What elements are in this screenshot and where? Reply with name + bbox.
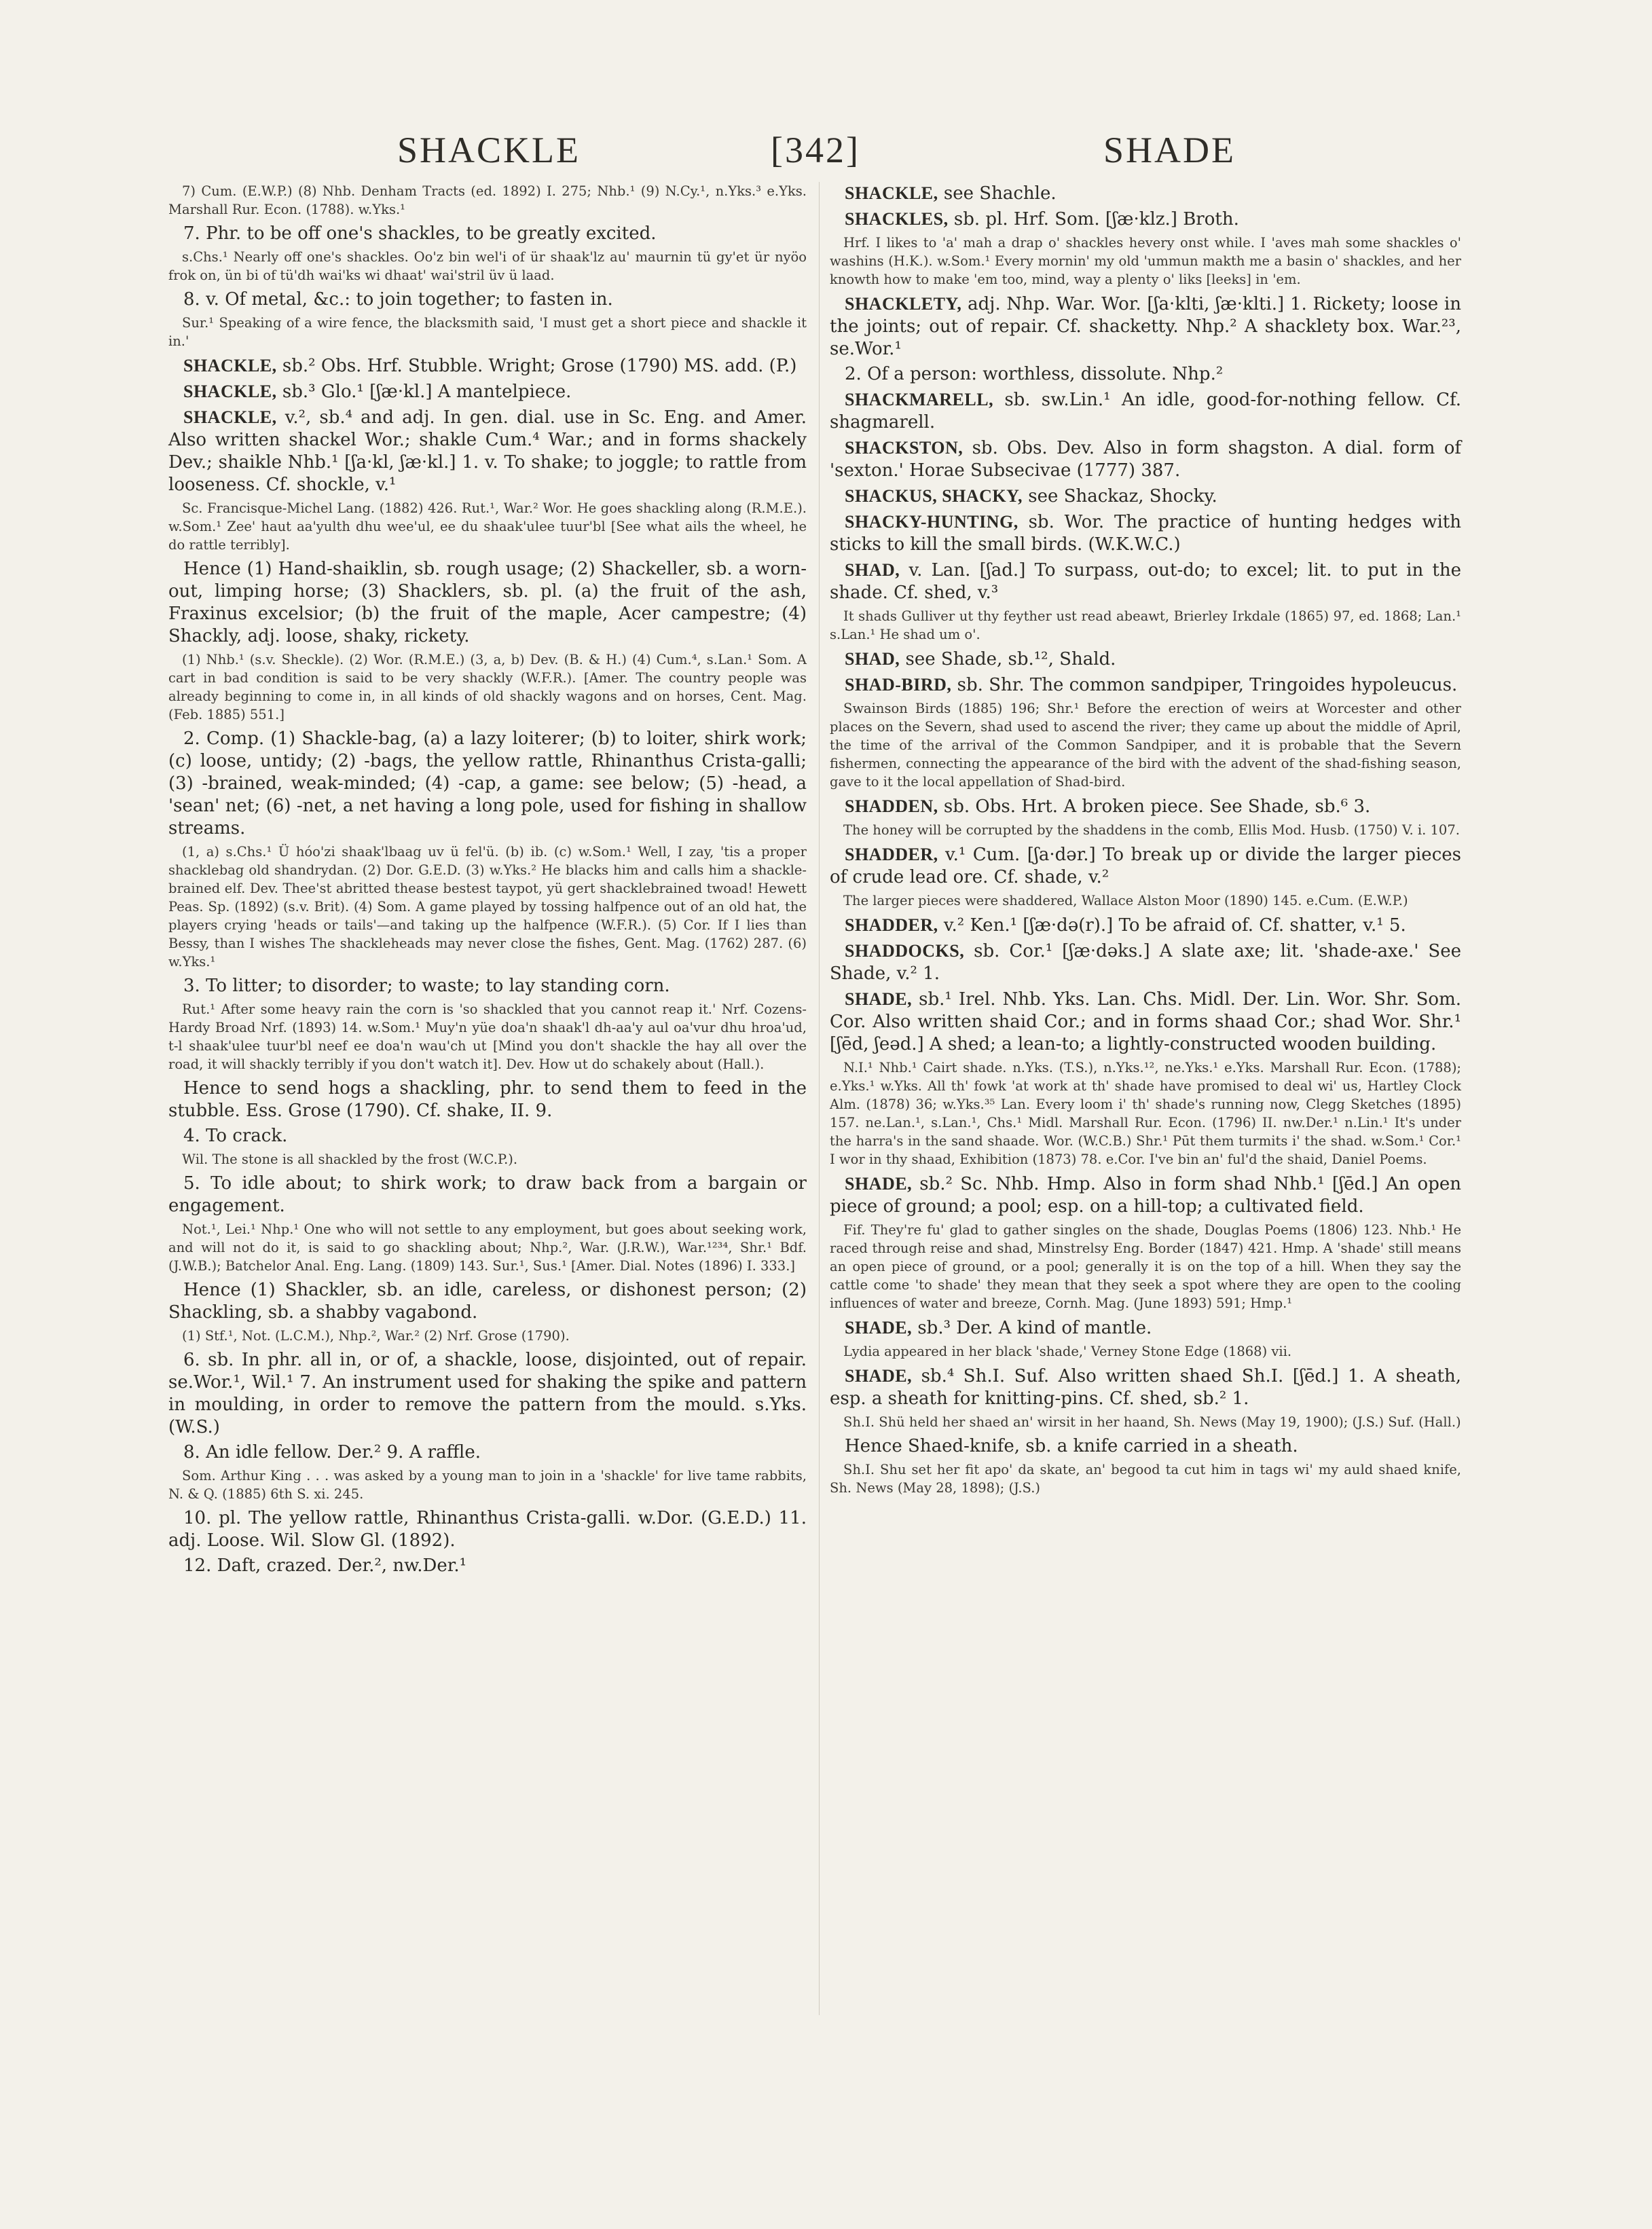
entry-text: 4. To crack. <box>183 1126 288 1146</box>
page-header <box>166 129 1456 177</box>
dictionary-entry <box>830 559 1461 604</box>
entry-text: Fif. They're fu' glad to gather singles on the shade, Douglas Poems (1806) 123. Nhb.¹ He raced through reise and shad, Minstrelsy Eng. Border (1847) 421. Hmp. A 'shade' still means an open piece of ground, or a pool; generally it is on the top of a hill. When they say the cattle come 'to shade' they mean that they seek a spot where they are open to the cooling influences of water and breeze, Cornh. Mag. (June 1893) 591; Hmp.¹ <box>830 1222 1461 1311</box>
headword: SHAD-BIRD, <box>845 675 952 695</box>
headword: SHADE, <box>845 1318 913 1338</box>
citation-block <box>168 182 807 219</box>
dictionary-entry <box>168 1173 807 1217</box>
dictionary-entry <box>168 289 807 311</box>
citation-block <box>168 1467 807 1503</box>
dictionary-entry <box>830 940 1461 985</box>
citation-block <box>168 499 807 554</box>
citation-block <box>830 1413 1461 1431</box>
dictionary-entry <box>830 1173 1461 1218</box>
entry-text: sb.³ Der. A kind of mantle. <box>912 1318 1152 1338</box>
citation-block <box>168 1327 807 1345</box>
running-head-right: SHADE <box>1103 130 1236 170</box>
headword: SHACKLE, <box>183 407 277 427</box>
entry-text: 7. Phr. to be off one's shackles, to be greatly excited. <box>183 223 657 244</box>
citation-block <box>168 314 807 350</box>
entry-text: Hence (1) Shackler, sb. an idle, careless, or dishonest person; (2) Shackling, sb. a shabby vagabond. <box>168 1280 807 1323</box>
citation-block <box>830 1342 1461 1361</box>
dictionary-entry <box>830 293 1461 361</box>
entry-text: Hence (1) Hand-shaiklin, sb. rough usage; (2) Shackeller, sb. a worn-out, limping horse; (3) Shacklers, sb. pl. (a) the fruit of the ash, Fraxinus excelsior; (b) the fruit of the maple, Acer campestre; (4) Shackly, adj. loose, shaky, rickety. <box>168 559 807 646</box>
dictionary-entry <box>830 988 1461 1056</box>
entry-text: 3. To litter; to disorder; to waste; to lay standing corn. <box>183 976 670 996</box>
entry-text: sb.³ Glo.¹ [ʃæ·kl.] A mantelpiece. <box>276 382 572 402</box>
headword: SHADDER, <box>845 845 938 864</box>
entry-text: (1) Stf.¹, Not. (L.C.M.), Nhp.², War.² (2) Nrf. Grose (1790). <box>182 1328 570 1344</box>
entry-text: 8. v. Of metal, &c.: to join together; to fasten in. <box>183 289 613 310</box>
entry-text: sb. Cor.¹ [ʃæ·dəks.] A slate axe; lit. 'shade-axe.' See Shade, v.² 1. <box>830 941 1461 984</box>
entry-text: N.I.¹ Nhb.¹ Cairt shade. n.Yks. (T.S.), n.Yks.¹², ne.Yks.¹ e.Yks. Marshall Rur. Econ. (1788); e.Yks.¹ w.Yks. All th' fowk 'at work at th' shade have promised to deal wi' us, Hartley Clock Alm. (1878) 36; w.Yks.³⁵ Lan. Every loom i' th' shade's running now, Clegg Sketches (1895) 157. ne.Lan.¹, s.Lan.¹, Chs.¹ Midl. Marshall Rur. Econ. (1796) II. nw.Der.¹ n.Lin.¹ It's under the harra's in the sand shaade. Wor. (W.C.B.) Shr.¹ Pūt them turmits i' the shad. w.Som.¹ Cor.¹ I wor in thy shaad, Exhibition (1873) 78. e.Cor. I've bin an' ful'd the shaid, Daniel Poems. <box>830 1060 1461 1167</box>
page-number: [342] <box>771 130 860 170</box>
citation-block <box>168 248 807 284</box>
citation-block <box>830 821 1461 839</box>
dictionary-entry <box>830 648 1461 671</box>
headword: SHADE, <box>845 989 913 1009</box>
dictionary-entry <box>168 975 807 997</box>
entry-text: sb. pl. Hrf. Som. [ʃæ·klz.] Broth. <box>948 209 1239 229</box>
entry-text: (1) Nhb.¹ (s.v. Sheckle). (2) Wor. (R.M.E.) (3, a, b) Dev. (B. & H.) (4) Cum.⁴, s.Lan.¹ Som. A cart in bad condition is said to be very shackly (W.F.R.). [Amer. The country people was already beginning to come in, in all kinds of old shackly wagons and on horses, Cent. Mag. (Feb. 1885) 551.] <box>168 652 807 722</box>
dictionary-entry <box>830 388 1461 434</box>
headword: SHAD, <box>845 649 900 669</box>
entry-text: 12. Daft, crazed. Der.², nw.Der.¹ <box>183 1555 467 1576</box>
dictionary-entry <box>168 1441 807 1464</box>
citation-block <box>830 699 1461 791</box>
entry-text: Rut.¹ After some heavy rain the corn is 'so shackled that you cannot reap it.' Nrf. Cozens-Hardy Broad Nrf. (1893) 14. w.Som.¹ Muy'n yüe doa'n shaak'l dh-aa'y aul oa'vur dhu hroa'ud, t-l shaak'ulee tuur'bl neef ee doa'n wau'ch ut [Mind you don't shackle the hay all over the road, it will shackly terribly if you don't watch it]. Dev. How ut do schakely about (Hall.). <box>168 1001 807 1072</box>
headword: SHACKUS, SHACKY, <box>845 486 1023 506</box>
dictionary-entry <box>830 182 1461 205</box>
headword: SHACKMARELL, <box>845 390 994 409</box>
dictionary-entry <box>830 437 1461 482</box>
headword: SHADE, <box>845 1366 913 1386</box>
headword: SHACKLES, <box>845 209 949 229</box>
entry-text: 5. To idle about; to shirk work; to draw back from a bargain or engagement. <box>168 1173 807 1216</box>
entry-text: adj. Nhp. War. Wor. [ʃa·klti, ʃæ·klti.] 1. Rickety; loose in the joints; out of repair. Cf. shacketty. Nhp.² A shacklety box. War.²³, se.Wor.¹ <box>830 294 1461 359</box>
citation-block <box>830 607 1461 644</box>
entry-text: It shads Gulliver ut thy feyther ust read abeawt, Brierley Irkdale (1865) 97, ed. 1868; Lan.¹ s.Lan.¹ He shad um o'. <box>830 608 1461 642</box>
entry-text: sb. Obs. Dev. Also in form shagston. A dial. form of 'sexton.' Horae Subsecivae (1777) 387. <box>830 438 1461 481</box>
dictionary-entry <box>168 1125 807 1147</box>
headword: SHACKLE, <box>845 183 938 203</box>
citation-block <box>830 234 1461 289</box>
entry-text: Sur.¹ Speaking of a wire fence, the blacksmith said, 'I must get a short piece and shackle it in.' <box>168 315 807 349</box>
entry-text: Sh.I. Shu set her fit apo' da skate, an' begood ta cut him in tags wi' my auld shaed knife, Sh. News (May 28, 1898); (J.S.) <box>830 1462 1461 1496</box>
entry-text: Hence Shaed-knife, sb. a knife carried in a sheath. <box>845 1436 1298 1456</box>
entry-text: Som. Arthur King . . . was asked by a young man to join in a 'shackle' for live tame rabbits, N. & Q. (1885) 6th S. xi. 245. <box>168 1468 807 1502</box>
entry-text: sb. Shr. The common sandpiper, Tringoides hypoleucus. <box>951 675 1458 695</box>
dictionary-entry <box>168 406 807 496</box>
dictionary-entry <box>168 380 807 403</box>
dictionary-entry <box>830 795 1461 818</box>
entry-text: Swainson Birds (1885) 196; Shr.¹ Before the erection of weirs at Worcester and other places on the Severn, shad used to ascend the river; they came up about the middle of April, the time of the arrival of the Common Sandpiper, and it is probable that the Severn fishermen, connecting the appearance of the bird with the advent of the shad-fishing season, gave to it the local appellation of Shad-bird. <box>830 701 1461 790</box>
entry-text: Lydia appeared in her black 'shade,' Verney Stone Edge (1868) vii. <box>843 1344 1292 1359</box>
entry-text: sb. Obs. Hrt. A broken piece. See Shade, sb.⁶ 3. <box>938 796 1371 817</box>
entry-text: Not.¹, Lei.¹ Nhp.¹ One who will not settle to any employment, but goes about seeking work, and will not do it, is said to go shackling about; Nhp.², War. (J.R.W.), War.¹²³⁴, Shr.¹ Bdf. (J.W.B.); Batchelor Anal. Eng. Lang. (1809) 143. Sur.¹, Sus.¹ [Amer. Dial. Notes (1896) I. 333.] <box>168 1221 807 1274</box>
entry-text: 10. pl. The yellow rattle, Rhinanthus Crista-galli. w.Dor. (G.E.D.) 11. adj. Loose. Wil. Slow Gl. (1892). <box>168 1508 807 1551</box>
entry-text: 2. Comp. (1) Shackle-bag, (a) a lazy loiterer; (b) to loiter, shirk work; (c) loose, untidy; (2) -bags, the yellow rattle, Rhinanthus Crista-galli; (3) -brained, weak-minded; (4) -cap, a game: see below; (5) -head, a 'sean' net; (6) -net, a net having a long pole, used for fishing in shallow streams. <box>168 729 807 839</box>
entry-text: Hrf. I likes to 'a' mah a drap o' shackles hevery onst while. I 'aves mah some shackles o' washins (H.K.). w.Som.¹ Every mornin' my old 'ummun makth me a basin o' shackles, and her knowth how to make 'em too, mind, way a plenty o' liks [leeks] in 'em. <box>830 235 1461 287</box>
entry-text: sb.² Obs. Hrf. Stubble. Wright; Grose (1790) MS. add. (P.) <box>276 356 797 376</box>
dictionary-entry <box>168 223 807 245</box>
entry-text: Sc. Francisque-Michel Lang. (1882) 426. Rut.¹, War.² Wor. He goes shackling along (R.M.E.). w.Som.¹ Zee' haut aa'yulth dhu wee'ul, ee du shaak'ulee tuur'bl [See what ails the wheel, he do rattle terribly]. <box>168 500 807 553</box>
entry-text: sb. sw.Lin.¹ An idle, good-for-nothing fellow. Cf. shagmarell. <box>830 390 1461 432</box>
entry-text: Sh.I. Shü held her shaed an' wirsit in her haand, Sh. News (May 19, 1900); (J.S.) Suf. (Hall.) <box>843 1414 1461 1430</box>
citation-block <box>168 1220 807 1275</box>
entry-text: v.² Ken.¹ [ʃæ·də(r).] To be afraid of. Cf. shatter, v.¹ 5. <box>938 915 1406 936</box>
headword: SHACKLE, <box>183 356 277 375</box>
dictionary-entry <box>168 354 807 377</box>
dictionary-entry <box>830 1435 1461 1458</box>
headword: SHACKLETY, <box>845 294 962 314</box>
entry-text: 7) Cum. (E.W.P.) (8) Nhb. Denham Tracts (ed. 1892) I. 275; Nhb.¹ (9) N.Cy.¹, n.Yks.³ e.Yks. Marshall Rur. Econ. (1788). w.Yks.¹ <box>168 183 807 217</box>
headword: SHACKLE, <box>183 382 277 401</box>
entry-text: sb.⁴ Sh.I. Suf. Also written shaed Sh.I. [ʃēd.] 1. A sheath, esp. a sheath for knitting-pins. Cf. shed, sb.² 1. <box>830 1366 1461 1409</box>
entry-text: see Shade, sb.¹², Shald. <box>900 649 1116 669</box>
dictionary-entry <box>168 1077 807 1122</box>
dictionary-entry <box>168 728 807 840</box>
dictionary-entry <box>830 1365 1461 1410</box>
entry-text: (1, a) s.Chs.¹ Ü hóo'zi shaak'lbaag uv ü fel'ü. (b) ib. (c) w.Som.¹ Well, I zay, 'tis a proper shacklebag old shandrydan. (2) Dor. G.E.D. (3) w.Yks.² He blacks him and calls him a shackle-brained elf. Dev. Thee'st abritted thease bestest taypot, yü gert shacklebrained twoad! Hewett Peas. Sp. (1892) (s.v. Brit). (4) Som. A game played by tossing halfpence out of an old hat, the players crying 'heads or tails'—and taking up the halfpence (W.F.R.). (5) Cor. If I lies than Bessy, than I wishes The shackleheads may never close the fishes, Gent. Mag. (1762) 287. (6) w.Yks.¹ <box>168 844 807 970</box>
dictionary-entry <box>830 363 1461 386</box>
headword: SHACKY-HUNTING, <box>845 512 1018 532</box>
citation-block <box>168 650 807 724</box>
running-head-left: SHACKLE <box>397 130 581 170</box>
citation-block <box>830 891 1461 910</box>
entry-text: sb. Wor. The practice of hunting hedges with sticks to kill the small birds. (W.K.W.C.) <box>830 512 1461 555</box>
dictionary-entry <box>168 1279 807 1324</box>
entry-text: sb.² Sc. Nhb. Hmp. Also in form shad Nhb.¹ [ʃēd.] An open piece of ground; a pool; esp. on a hill-top; a cultivated field. <box>830 1174 1461 1217</box>
headword: SHADDER, <box>845 915 938 935</box>
citation-block <box>830 1221 1461 1312</box>
entry-text: v. Lan. [ʃad.] To surpass, out-do; to excel; lit. to put in the shade. Cf. shed, v.³ <box>830 560 1461 603</box>
dictionary-entry <box>168 558 807 648</box>
headword: SHADDOCKS, <box>845 941 965 961</box>
right-column <box>830 182 1461 1501</box>
citation-block <box>168 1000 807 1073</box>
dictionary-entry <box>830 914 1461 937</box>
citation-block <box>830 1460 1461 1497</box>
dictionary-entry <box>168 1507 807 1552</box>
headword: SHADDEN, <box>845 796 938 816</box>
entry-text: 2. Of a person: worthless, dissolute. Nhp.² <box>845 364 1224 384</box>
entry-text: Hence to send hogs a shackling, phr. to send them to feed in the stubble. Ess. Grose (1790). Cf. shake, II. 9. <box>168 1078 807 1121</box>
entry-text: 8. An idle fellow. Der.² 9. A raffle. <box>183 1442 481 1462</box>
dictionary-entry <box>830 674 1461 697</box>
entry-text: see Shackaz, Shocky. <box>1023 486 1217 506</box>
citation-block <box>830 1058 1461 1168</box>
dictionary-entry <box>168 1555 807 1577</box>
entry-text: v.¹ Cum. [ʃa·dər.] To break up or divide the larger pieces of crude lead ore. Cf. shade, v.² <box>830 845 1461 887</box>
dictionary-entry <box>830 843 1461 889</box>
dictionary-entry <box>830 208 1461 231</box>
dictionary-entry <box>830 485 1461 508</box>
dictionary-entry <box>830 511 1461 556</box>
headword: SHADE, <box>845 1174 913 1194</box>
left-column <box>168 182 807 1580</box>
citation-block <box>168 843 807 971</box>
entry-text: The larger pieces were shaddered, Wallace Alston Moor (1890) 145. e.Cum. (E.W.P.) <box>843 893 1408 908</box>
dictionary-entry <box>168 1349 807 1439</box>
citation-block <box>168 1150 807 1168</box>
entry-text: 6. sb. In phr. all in, or of, a shackle, loose, disjointed, out of repair. se.Wor.¹, Wil.¹ 7. An instrument used for shaking the spike and pattern in moulding, in order to remove the pattern from the mould. s.Yks. (W.S.) <box>168 1350 807 1437</box>
entry-text: Wil. The stone is all shackled by the frost (W.C.P.). <box>182 1152 518 1167</box>
entry-text: s.Chs.¹ Nearly off one's shackles. Oo'z bin wel'i of ür shaak'lz au' maurnin tü gy'et ür nyöo frok on, ün bi of tü'dh wai'ks wi dhaat' wai'stril üv ü laad. <box>168 249 807 283</box>
entry-text: v.², sb.⁴ and adj. In gen. dial. use in Sc. Eng. and Amer. Also written shackel Wor.; shakle Cum.⁴ War.; and in forms shackely Dev.; shaikle Nhb.¹ [ʃa·kl, ʃæ·kl.] 1. v. To shake; to joggle; to rattle from looseness. Cf. shockle, v.¹ <box>168 407 807 495</box>
entry-text: The honey will be corrupted by the shaddens in the comb, Ellis Mod. Husb. (1750) V. i. 107. <box>843 822 1460 838</box>
entry-text: sb.¹ Irel. Nhb. Yks. Lan. Chs. Midl. Der. Lin. Wor. Shr. Som. Cor. Also written shaid Cor.; and in forms shaad Cor.; shad Wor. Shr.¹ [ʃēd, ʃeəd.] A shed; a lean-to; a lightly-constructed wooden building. <box>830 989 1461 1054</box>
headword: SHACKSTON, <box>845 438 963 458</box>
headword: SHAD, <box>845 560 900 580</box>
dictionary-entry <box>830 1316 1461 1340</box>
entry-text: see Shachle. <box>938 183 1057 204</box>
